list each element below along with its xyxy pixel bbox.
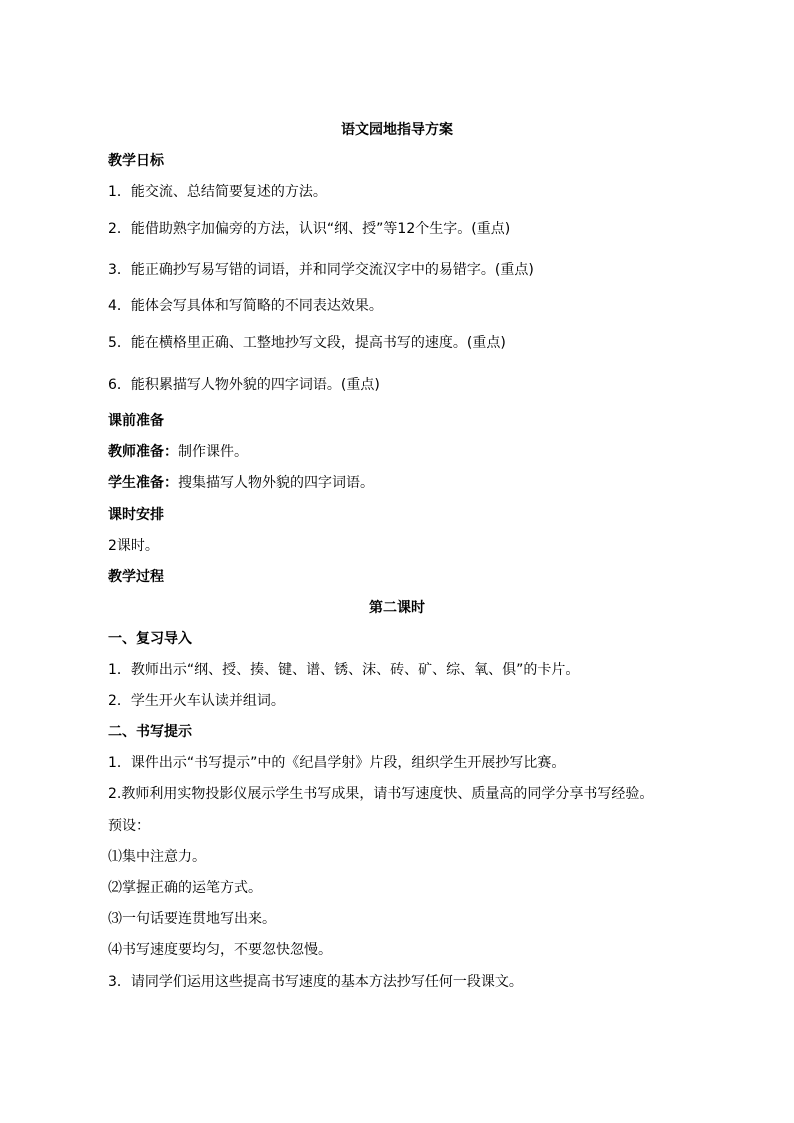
goal-item: 2．能借助熟字加偏旁的方法，认识“纲、授”等12个生字。(重点) — [108, 221, 511, 237]
schedule-text: 2课时。 — [108, 538, 159, 554]
part1-title: 一、复习导入 — [108, 631, 192, 647]
part1-item: 1．教师出示“纲、授、揍、键、谱、锈、沫、砖、矿、综、氧、俱”的卡片。 — [108, 662, 580, 678]
lesson-title: 第二课时 — [369, 600, 425, 616]
part1-item: 2．学生开火车认读并组词。 — [108, 693, 285, 709]
goal-item: 5．能在横格里正确、工整地抄写文段，提高书写的速度。(重点) — [108, 335, 506, 351]
section-heading-schedule: 课时安排 — [108, 507, 164, 523]
preset-item: ⑴集中注意力。 — [108, 849, 206, 865]
part2-title: 二、书写提示 — [108, 724, 192, 740]
preset-item: ⑵掌握正确的运笔方式。 — [108, 880, 262, 896]
student-prep-line — [108, 473, 374, 493]
goal-item: 1．能交流、总结简要复述的方法。 — [108, 184, 327, 200]
section-heading-goals: 教学日标 — [108, 153, 164, 169]
teacher-prep-line — [108, 442, 248, 462]
section-heading-prep: 课前准备 — [108, 413, 164, 429]
teacher-prep-label: 教师准备： — [108, 444, 178, 460]
part2-item: 1．课件出示“书写提示”中的《纪昌学射》片段，组织学生开展抄写比赛。 — [108, 755, 566, 771]
preset-item: ⑷书写速度要均匀，不要忽快忽慢。 — [108, 942, 332, 958]
section-heading-process: 教学过程 — [108, 569, 164, 585]
goal-item: 3．能正确抄写易写错的词语，并和同学交流汉字中的易错字。(重点) — [108, 262, 534, 278]
final-item: 3．请同学们运用这些提高书写速度的基本方法抄写任何一段课文。 — [108, 974, 523, 990]
goal-item: 6．能积累描写人物外貌的四字词语。(重点) — [108, 377, 380, 393]
document-title: 语文园地指导方案 — [341, 122, 453, 138]
preset-label: 预设： — [108, 818, 150, 834]
goal-item: 4．能体会写具体和写简略的不同表达效果。 — [108, 298, 383, 314]
teacher-prep-text: 制作课件。 — [178, 444, 248, 460]
part2-item: 2.教师利用实物投影仪展示学生书写成果，请书写速度快、质量高的同学分享书写经验。 — [108, 786, 654, 802]
preset-item: ⑶一句话要连贯地写出来。 — [108, 911, 276, 927]
student-prep-label: 学生准备： — [108, 475, 178, 491]
student-prep-text: 搜集描写人物外貌的四字词语。 — [178, 475, 374, 491]
